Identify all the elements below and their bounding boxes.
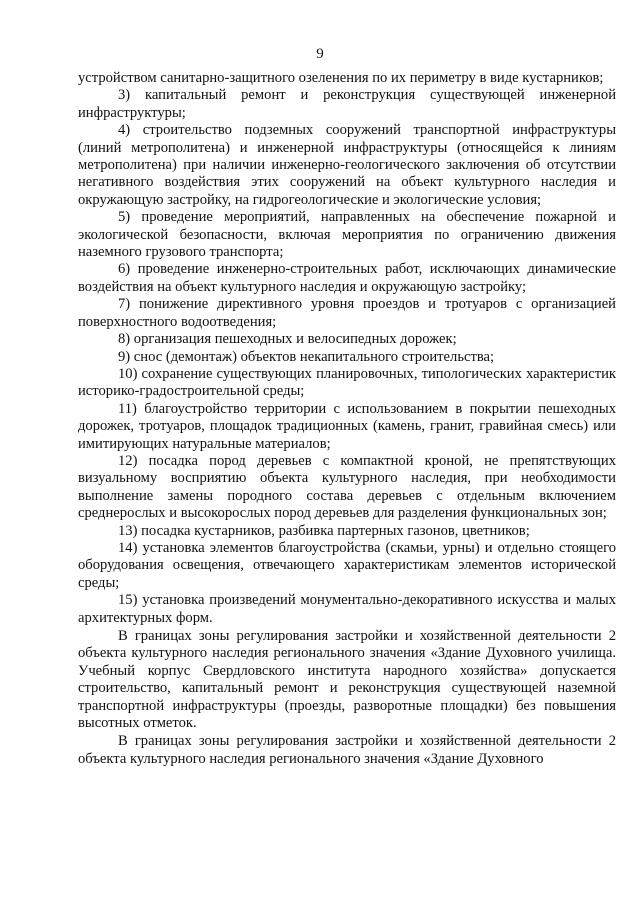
- list-item-13: 13) посадка кустарников, разбивка партерных газонов, цветников;: [118, 522, 530, 539]
- list-item-3: 3) капитальный ремонт и реконструкция существующей инженерной инфраструктуры;: [78, 87, 616, 121]
- list-item-10: 10) сохранение существующих планировочных, типологических характеристик историко-градостроительной среды;: [78, 365, 616, 400]
- list-item-7: 7) понижение директивного уровня проездов и тротуаров с организацией поверхностного водоотведения;: [78, 296, 616, 330]
- list-item-5: 5) проведение мероприятий, направленных на обеспечение пожарной и экологической безопасности, включая мероприятия по ограничению движения наземного грузового транспорта;: [78, 209, 616, 261]
- paragraph-zone-regulation-2: В границах зоны регулирования застройки и хозяйственной деятельности 2 объекта культурного наследия регионального значения «Здание Духовного: [78, 733, 616, 767]
- page-number: 9: [316, 46, 324, 62]
- list-item-4: 4) строительство подземных сооружений транспортной инфраструктуры (линий метрополитена) и инженерной инфраструктуры (относящейся к линиям метрополитена) при наличии инженерно-геологического заключения об отсутствии негативного воздействия этих сооружений на объект культурного наследия и окружающую застройку, на гидрогеологические и экологические условия;: [78, 122, 616, 208]
- list-item-12: 12) посадка пород деревьев с компактной кроной, не препятствующих визуальному восприятию объекта культурного наследия, при необходимости выполнение замены породного состава деревьев с отдельным включением среднерослых и высокорослых пород деревьев для разделения функциональных зон;: [78, 452, 616, 522]
- list-item-6: 6) проведение инженерно-строительных работ, исключающих динамические воздействия на объект культурного наследия и окружающую застройку;: [78, 261, 616, 295]
- paragraph-continuation: устройством санитарно-защитного озеленения по их периметру в виде кустарников;: [78, 70, 604, 86]
- list-item-15: 15) установка произведений монументально-декоративного искусства и малых архитектурных форм.: [78, 592, 616, 626]
- paragraph-zone-regulation-1: В границах зоны регулирования застройки и хозяйственной деятельности 2 объекта культурного наследия регионального значения «Здание Духовного училища. Учебный корпус Свердловского института народного хозяйства» допускается строительство, капитальный ремонт и реконструкция существующей наземной транспортной инфраструктуры (проезды, разворотные площадки) без повышения высотных отметок.: [78, 628, 616, 732]
- list-item-14: 14) установка элементов благоустройства (скамьи, урны) и отдельно стоящего оборудования освещения, отвечающего характеристикам элементов исторической среды;: [78, 539, 616, 591]
- list-item-11: 11) благоустройство территории с использованием в покрытии пешеходных дорожек, тротуаров, площадок традиционных (камень, гранит, гравийная смесь) или имитирующих натуральные материалов;: [78, 400, 616, 452]
- document-body: [78, 70, 616, 768]
- list-item-9: 9) снос (демонтаж) объектов некапитального строительства;: [118, 348, 495, 365]
- list-item-8: 8) организация пешеходных и велосипедных дорожек;: [118, 331, 457, 348]
